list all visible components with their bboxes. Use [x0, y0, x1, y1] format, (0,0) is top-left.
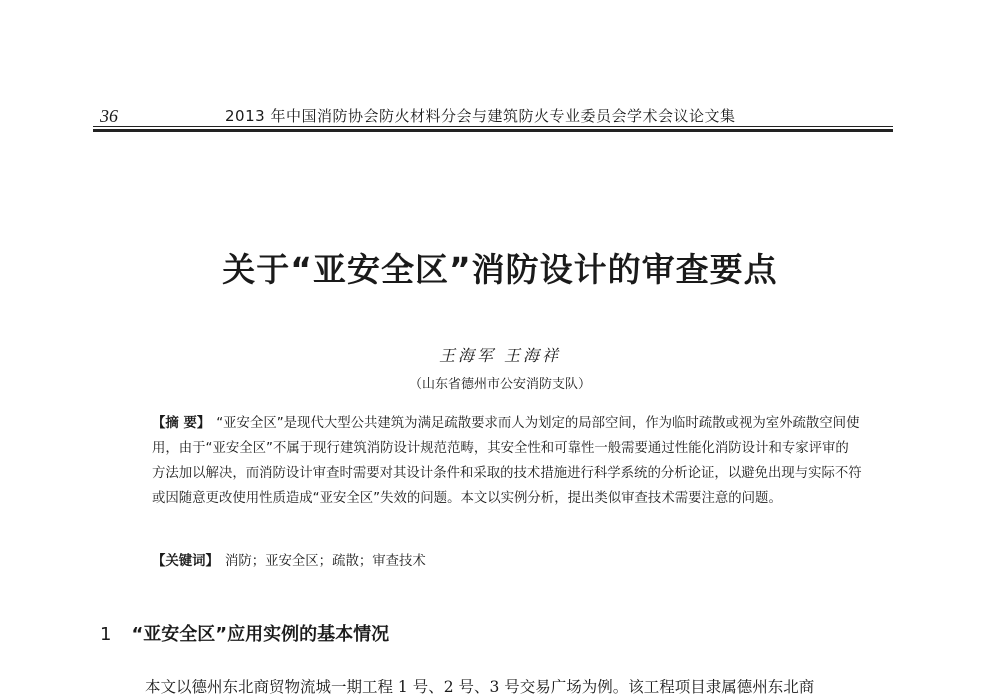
header-rule-thin — [93, 126, 893, 127]
abstract-label: 【摘 要】 — [152, 416, 211, 431]
section-heading — [100, 620, 389, 646]
abstract-text: “亚安全区”是现代大型公共建筑为满足疏散要求而人为划定的局部空间，作为临时疏散或视为室外疏散空间使用，由于“亚安全区”不属于现行建筑消防设计规范范畴，其安全性和可靠性一般需要通过性能化消防设计和专家评审的方法加以解决，而消防设计审查时需要对其设计条件和采取的技术措施进行科学系统的分析论证，以避免出现与实际不符或因随意更改使用性质造成“亚安全区”失效的问题。本文以实例分析，提出类似审查技术需要注意的问题。 — [152, 416, 862, 506]
body-paragraph-first-line: 本文以德州东北商贸物流城一期工程 1 号、2 号、3 号交易广场为例。该工程项目隶属德州东北商 — [145, 678, 815, 696]
keywords-text: 消防；亚安全区；疏散；审查技术 — [224, 554, 426, 569]
keywords-label: 【关键词】 — [152, 554, 219, 569]
header-rule-thick — [93, 129, 893, 132]
author-affiliation: （山东省德州市公安消防支队） — [408, 377, 591, 392]
keywords-block — [152, 550, 862, 569]
section-number: 1 — [100, 624, 112, 645]
article-authors: 王海军 王海祥 — [438, 346, 562, 365]
section-title: “亚安全区”应用实例的基本情况 — [131, 624, 390, 645]
page-number: 36 — [100, 106, 118, 126]
running-header-title: 2013 年中国消防协会防火材料分会与建筑防火专业委员会学术会议论文集 — [225, 107, 736, 125]
article-title: 关于“亚安全区”消防设计的审查要点 — [222, 250, 778, 289]
abstract-block — [152, 411, 862, 511]
